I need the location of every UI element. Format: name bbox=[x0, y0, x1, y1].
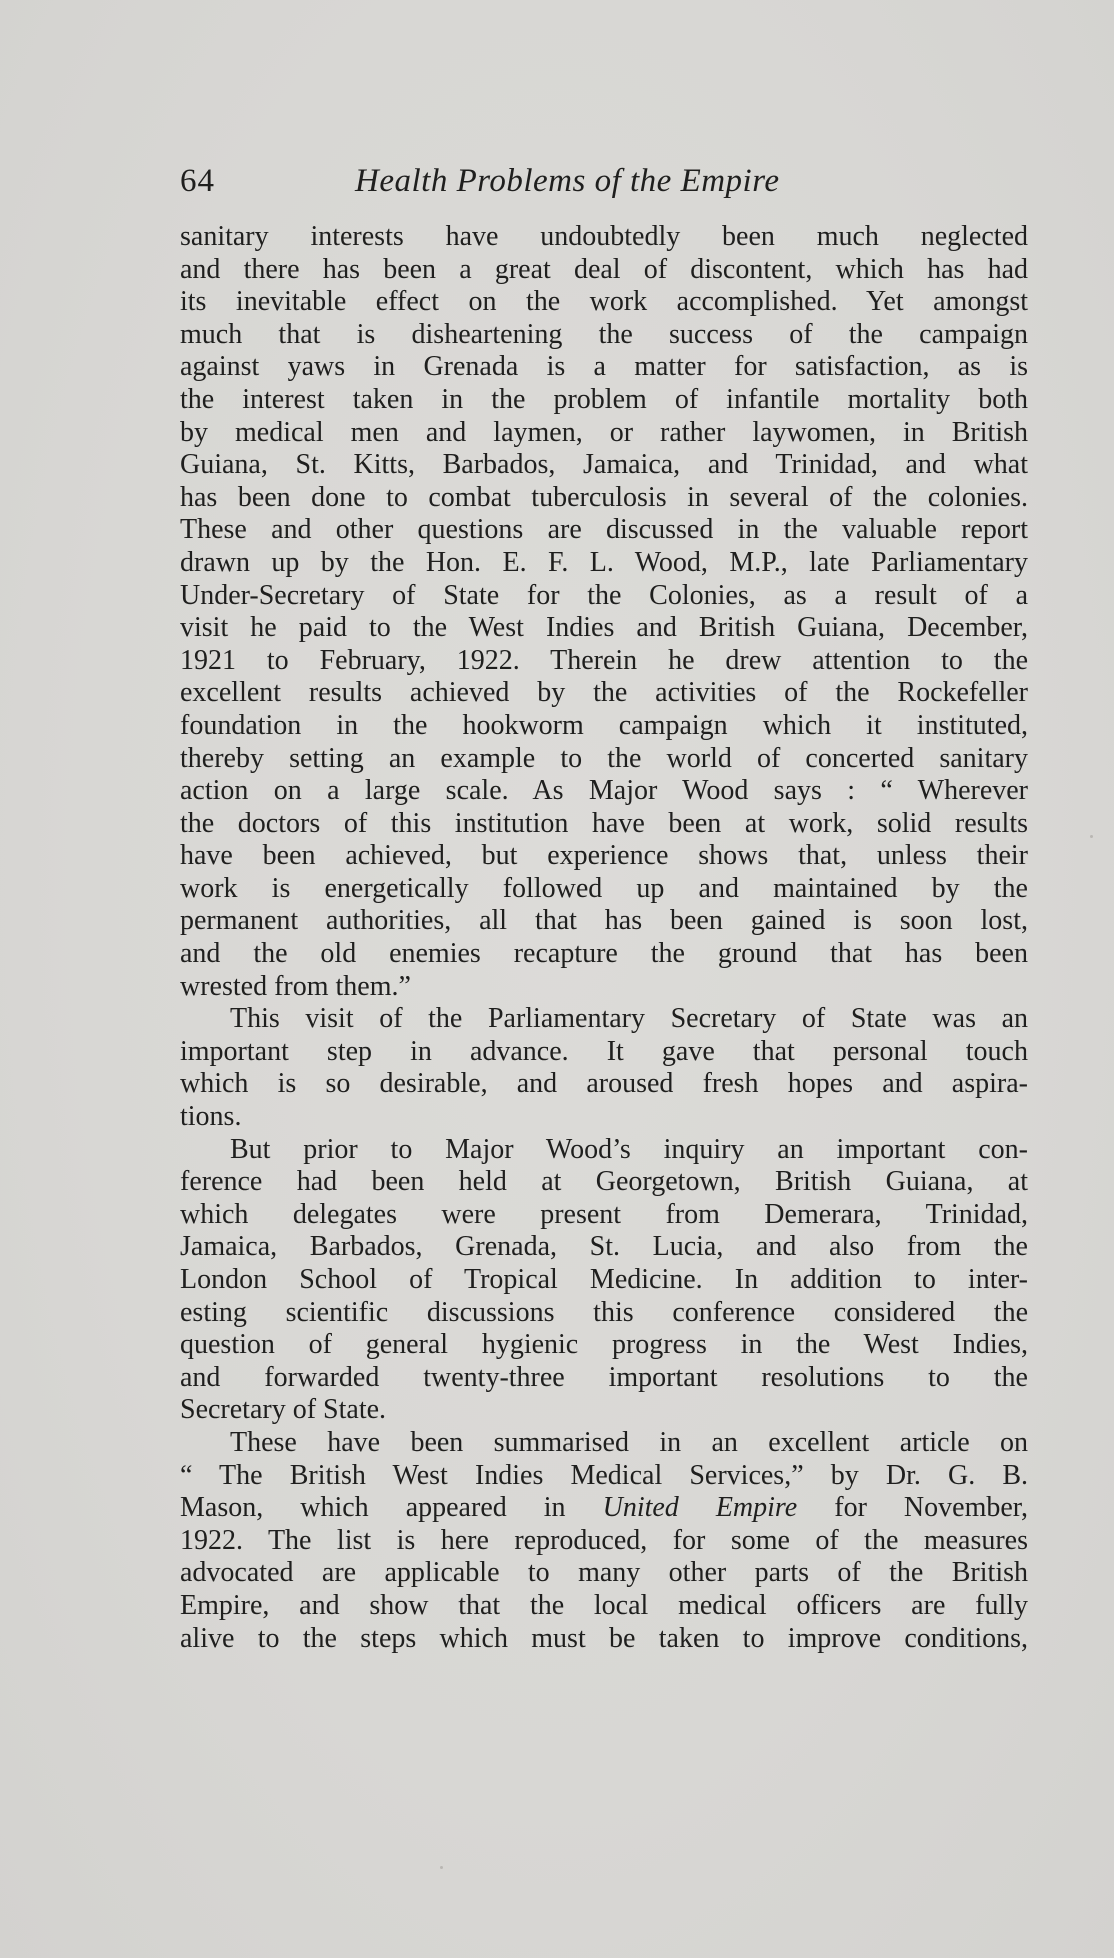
text-line: and there has been a great deal of discontent, which has had bbox=[180, 253, 1028, 285]
text-line: have been achieved, but experience shows that, unless their bbox=[180, 840, 1028, 872]
text-line: which delegates were present from Demerara, Trinidad, bbox=[180, 1198, 1028, 1230]
text-line: important step in advance. It gave that personal touch bbox=[180, 1035, 1028, 1067]
text-line: This visit of the Parliamentary Secretary of State was an bbox=[230, 1003, 1028, 1035]
text-line: sanitary interests have undoubtedly been much neglected bbox=[180, 221, 1028, 252]
page-header bbox=[180, 157, 1030, 205]
paper-speck bbox=[1090, 835, 1093, 838]
text-line: the interest taken in the problem of infantile mortality both bbox=[180, 383, 1028, 415]
text-line: visit he paid to the West Indies and British Guiana, December, bbox=[180, 612, 1028, 644]
text-line: London School of Tropical Medicine. In addition to inter- bbox=[180, 1264, 1028, 1295]
text-line: “ The British West Indies Medical Services,” by Dr. G. B. bbox=[180, 1459, 1028, 1491]
body-text bbox=[180, 221, 1028, 1655]
text-line: work is energetically followed up and maintained by the bbox=[180, 872, 1028, 904]
text-line: Empire, and show that the local medical officers are fully bbox=[180, 1589, 1028, 1621]
text-line: which is so desirable, and aroused fresh hopes and aspira- bbox=[180, 1068, 1028, 1100]
running-head: Health Problems of the Empire bbox=[355, 163, 780, 199]
text-line: wrested from them.” bbox=[180, 970, 411, 1002]
text-line: excellent results achieved by the activities of the Rockefeller bbox=[180, 677, 1028, 709]
text-line: foundation in the hookworm campaign which it instituted, bbox=[180, 709, 1028, 741]
text-line: the doctors of this institution have been at work, solid results bbox=[180, 807, 1028, 839]
text-line: thereby setting an example to the world of concerted sanitary bbox=[180, 742, 1028, 774]
text-line: 1921 to February, 1922. Therein he drew attention to the bbox=[180, 644, 1028, 676]
text-line: drawn up by the Hon. E. F. L. Wood, M.P., late Parliamentary bbox=[180, 546, 1028, 578]
text-line: and forwarded twenty-three important resolutions to the bbox=[180, 1361, 1028, 1393]
text-line: But prior to Major Wood’s inquiry an important con- bbox=[230, 1133, 1028, 1165]
text-line: has been done to combat tuberculosis in several of the colonies. bbox=[180, 481, 1028, 513]
text-line: against yaws in Grenada is a matter for satisfaction, as is bbox=[180, 351, 1028, 383]
text-line: esting scientific discussions this conference considered the bbox=[180, 1296, 1028, 1328]
text-line: Mason, which appeared in United Empire for November, bbox=[180, 1492, 1028, 1524]
text-line: action on a large scale. As Major Wood says : “ Wherever bbox=[180, 775, 1028, 807]
text-line: by medical men and laymen, or rather laywomen, in British bbox=[180, 416, 1028, 448]
text-line: These and other questions are discussed in the valuable report bbox=[180, 514, 1028, 546]
text-line: Under-Secretary of State for the Colonies, as a result of a bbox=[180, 579, 1028, 611]
text-line: 1922. The list is here reproduced, for some of the measures bbox=[180, 1524, 1028, 1556]
text-line: much that is disheartening the success of the campaign bbox=[180, 318, 1028, 350]
text-line: advocated are applicable to many other parts of the British bbox=[180, 1557, 1028, 1589]
text-line: These have been summarised in an excellent article on bbox=[230, 1426, 1028, 1458]
page-number: 64 bbox=[180, 163, 215, 199]
text-line: permanent authorities, all that has been gained is soon lost, bbox=[180, 905, 1028, 937]
text-line: and the old enemies recapture the ground that has been bbox=[180, 938, 1028, 970]
paper-speck bbox=[440, 1866, 443, 1869]
text-line: its inevitable effect on the work accomplished. Yet amongst bbox=[180, 286, 1028, 318]
text-line: Jamaica, Barbados, Grenada, St. Lucia, and also from the bbox=[180, 1231, 1028, 1263]
text-line: Guiana, St. Kitts, Barbados, Jamaica, and Trinidad, and what bbox=[180, 449, 1028, 481]
text-line: ference had been held at Georgetown, British Guiana, at bbox=[180, 1166, 1028, 1198]
text-line: Secretary of State. bbox=[180, 1394, 387, 1426]
text-line: alive to the steps which must be taken to improve conditions, bbox=[180, 1622, 1028, 1654]
text-line: question of general hygienic progress in the West Indies, bbox=[180, 1329, 1028, 1361]
text-line: tions. bbox=[180, 1101, 242, 1133]
